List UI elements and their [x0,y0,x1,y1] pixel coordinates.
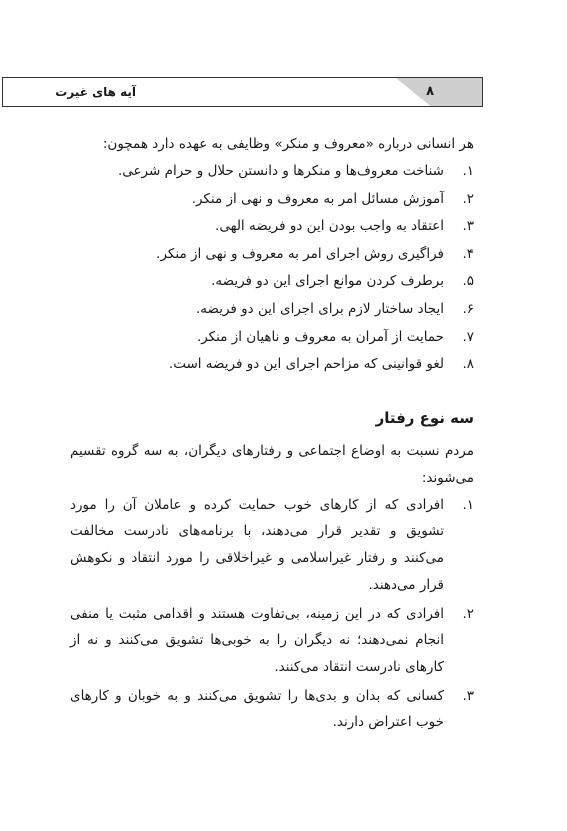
list-item [70,158,474,186]
item-text: افرادی که در این زمینه، بی‌تفاوت هستند و اقدامی مثبت یا منفی انجام نمی‌دهند؛ نه دیگران را به خوبی‌ها تشویق می‌کنند و نه از کارهای نادرست انتقاد می‌کنند. [70,605,444,675]
item-number: ۴. [462,245,474,262]
page-number: ۸ [426,84,434,99]
running-header [2,77,483,107]
item-text: لغو قوانینی که مزاحم اجرای این دو فریضه است. [168,356,444,373]
item-text: کسانی که بدان و بدی‌ها را تشویق می‌کنند و به خوبان و کارهای خوب اعتراض دارند. [70,687,444,731]
item-text: حمایت از آمران به معروف و ناهیان از منکر. [196,328,444,345]
duties-list [70,158,474,379]
section-paragraph: مردم نسبت به اوضاع اجتماعی و رفتارهای دیگران، به سه گروه تقسیم می‌شوند: [70,442,474,486]
item-number: ۷. [462,328,474,345]
list-item [70,268,474,296]
item-number: ۲. [462,605,474,622]
list-item [70,351,474,379]
list-item [70,601,474,681]
item-text: آموزش مسائل امر به معروف و نهی از منکر. [191,190,444,207]
list-item [70,186,474,214]
list-item [70,683,474,736]
item-number: ۱. [462,163,474,179]
item-text: فراگیری روش اجرای امر به معروف و نهی از منکر. [156,245,444,262]
item-number: ۳. [462,687,474,704]
item-text: ایجاد ساختار لازم برای اجرای این دو فریضه. [195,300,444,317]
item-number: ۲. [462,190,474,207]
list-item [70,492,474,599]
item-text: افرادی که از کارهای خوب حمایت کرده و عاملان آن را مورد تشویق و تقدیر قرار می‌دهند، با برنامه‌های نادرست مخالفت می‌کنند و رفتار غیراسلامی و غیراخلاقی را مورد انتقاد و نکوهش قرار می‌دهند. [70,496,444,593]
item-number: ۶. [462,300,474,317]
item-number: ۸. [462,356,474,373]
list-item [70,241,474,269]
item-number: ۱. [462,496,474,513]
page-body [70,131,474,738]
groups-list [70,492,474,736]
list-item [70,324,474,352]
item-text: برطرف کردن موانع اجرای این دو فریضه. [211,273,444,290]
list-item [70,296,474,324]
section-heading: سه نوع رفتار [375,408,474,427]
item-number: ۳. [462,218,474,235]
item-text: شناخت معروف‌ها و منکرها و دانستن حلال و حرام شرعی. [117,163,444,179]
book-title: آیه های غیرت [55,85,136,99]
item-text: اعتقاد به واجب بودن این دو فریضه الهی. [215,218,444,235]
intro-sentence: هر انسانی درباره «معروف و منکر» وظایفی به عهده دارد همچون: [102,136,474,152]
page-number-tab [396,78,482,106]
list-item [70,213,474,241]
item-number: ۵. [462,273,474,290]
